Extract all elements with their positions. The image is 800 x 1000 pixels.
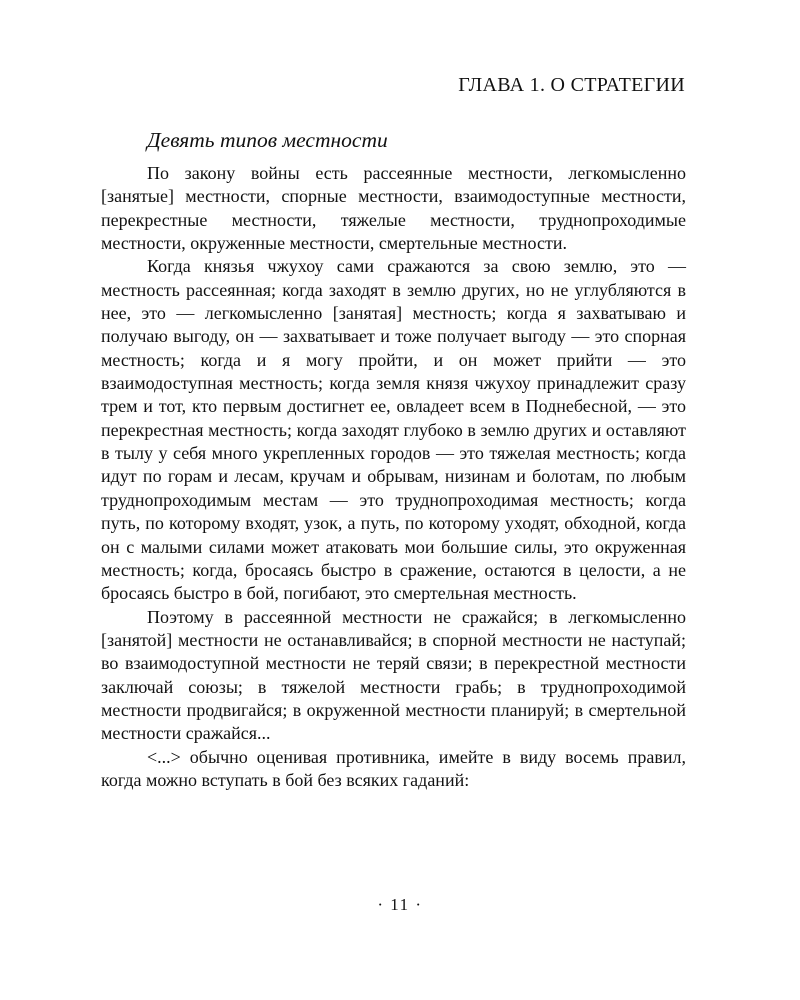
section-title: Девять типов местности	[147, 128, 388, 152]
paragraph-eight-rules: <...> обычно оценивая противника, имейте в виду восемь правил, когда можно вступать в бой без всяких гаданий:	[101, 746, 686, 790]
running-head: ГЛАВА 1. О СТРАТЕГИИ	[458, 74, 685, 96]
page-number: · 11 ·	[377, 895, 423, 914]
body-text	[101, 162, 686, 792]
paragraph-terrain-rules: Поэтому в рассеянной местности не сражайся; в легкомысленно [занятой] местности не останавливайся; в спорной местности не наступай; во взаимодоступной местности не теряй связи; в перекрестной местности заключай союзы; в тяжелой местности грабь; в труднопроходимой местности продвигайся; в окруженной местности планируй; в смертельной местности сражайся...	[101, 606, 686, 744]
paragraph-terrain-definitions: Когда князья чжухоу сами сражаются за свою землю, это — местность рассеянная; когда заходят в землю других, но не углубляются в нее, это — легкомысленно [занятая] местность; когда я захватываю и получаю выгоду, он — захватывает и тоже получает выгоду — это спорная местность; когда и я могу пройти, и он может прийти — это взаимодоступная местность; когда земля князя чжухоу принадлежит сразу трем и тот, кто первым достигнет ее, овладеет всем в Поднебесной, — это перекрестная местность; когда заходят глубоко в землю других и оставляют в тылу у себя много укрепленных городов — это тяжелая местность; когда идут по горам и лесам, кручам и обрывам, низинам и болотам, по любым труднопроходимым местам — это труднопроходимая местность; когда путь, по которому входят, узок, а путь, по которому уходят, обходной, когда он с малыми силами может атаковать мои большие силы, это окруженная местность; когда, бросаясь быстро в сражение, остаются в целости, а не бросаясь быстро в бой, погибают, это смертельная местность.	[101, 256, 686, 604]
paragraph-types-of-terrain: По закону войны есть рассеянные местности, легкомысленно [занятые] местности, спорные местности, взаимодоступные местности, перекрестные местности, тяжелые местности, труднопроходимые местности, окруженные местности, смертельные местности.	[101, 163, 686, 254]
